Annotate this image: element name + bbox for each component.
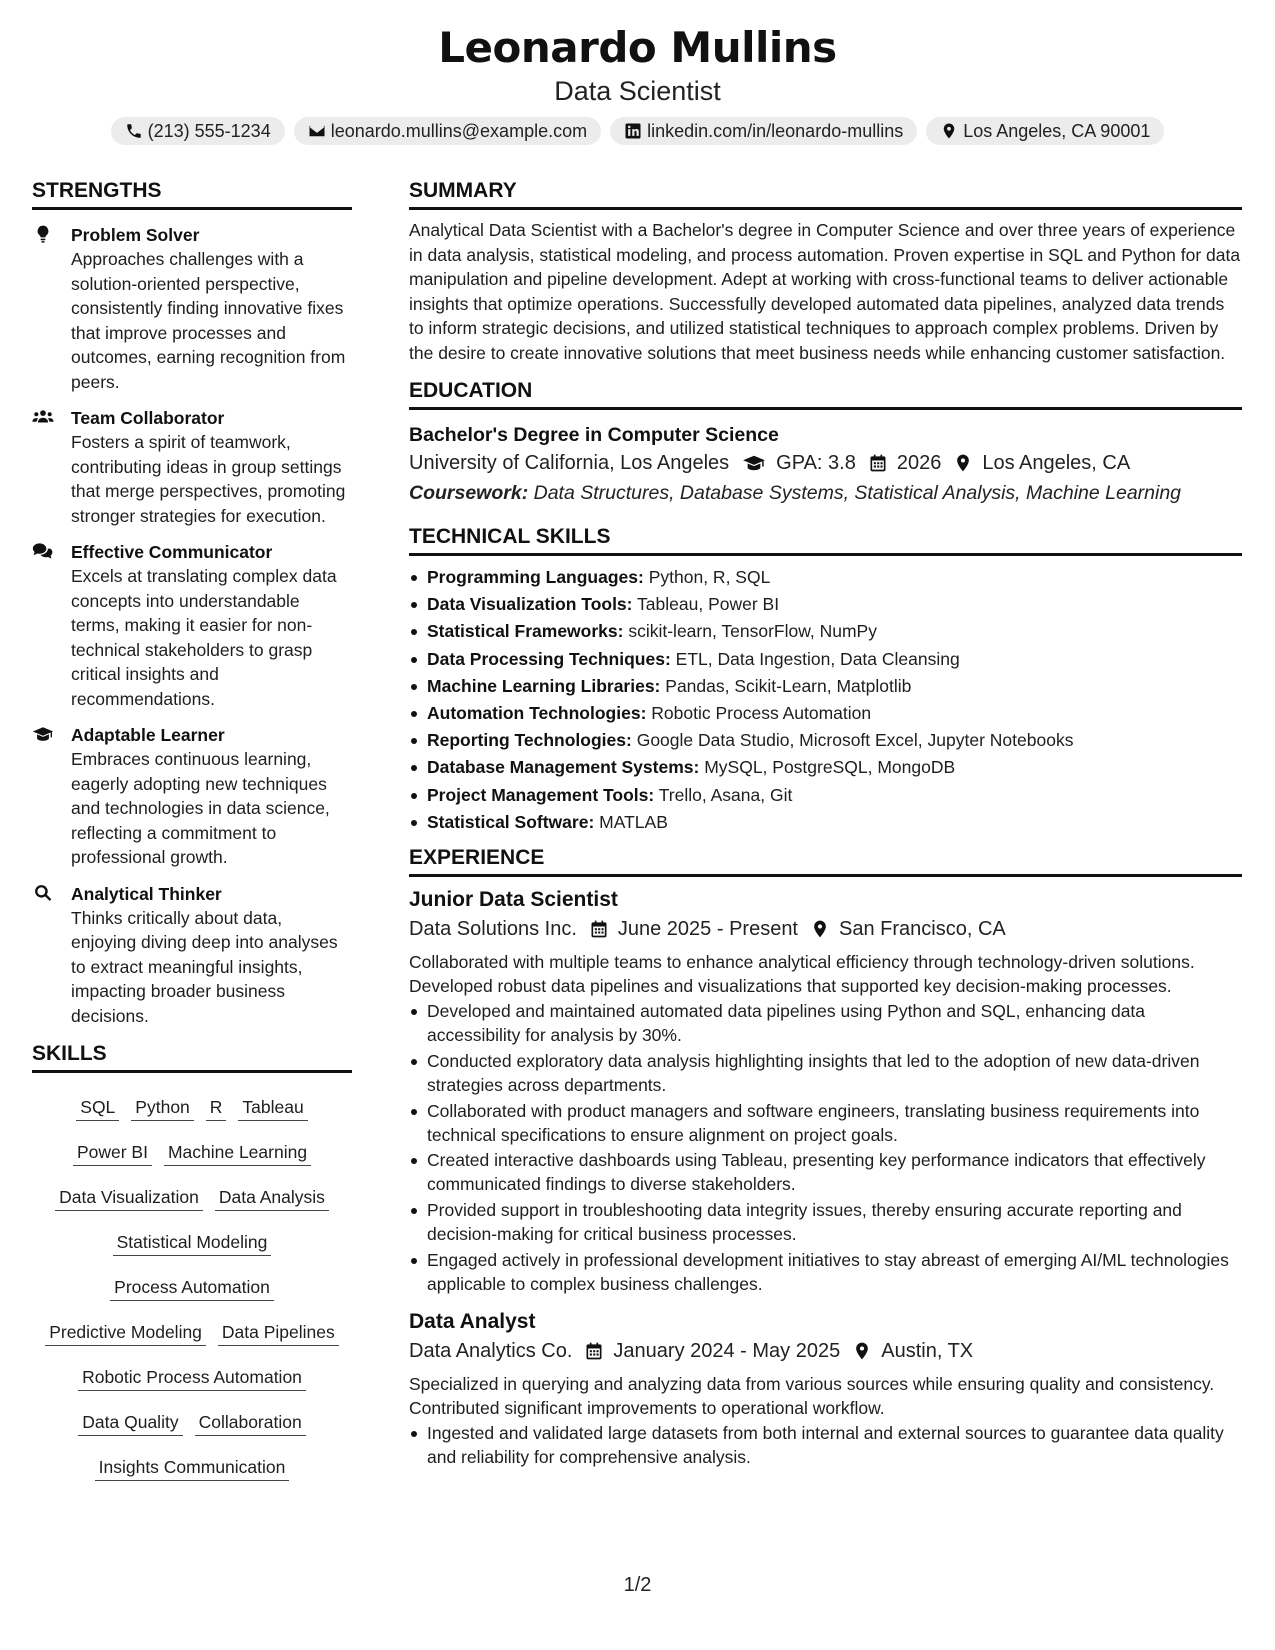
- education-meta: [409, 448, 1242, 478]
- contact-linkedin-text: linkedin.com/in/leonardo-mullins: [647, 120, 904, 141]
- job-title: Junior Data Scientist: [409, 888, 618, 912]
- list-item: [409, 564, 1242, 591]
- skill-category: Programming Languages:: [427, 567, 644, 587]
- coursework-label: Coursework:: [409, 482, 529, 504]
- skills-row: [32, 1265, 352, 1310]
- users-icon: [32, 407, 56, 427]
- job-dates: June 2025 - Present: [617, 918, 798, 941]
- strength-title: Adaptable Learner: [71, 725, 225, 745]
- contact-email: [294, 117, 601, 145]
- skills-heading: SKILLS: [32, 1041, 352, 1073]
- strength-item: [32, 882, 352, 1029]
- skill-tag: Python: [131, 1095, 193, 1121]
- strengths-list: [32, 223, 352, 1028]
- coursework-list: Data Structures, Database Systems, Statistical Analysis, Machine Learning: [533, 482, 1182, 504]
- list-item: Provided support in troubleshooting data integrity issues, thereby ensuring accurate reporting and decision-making for critical business processes.: [409, 1198, 1242, 1246]
- strength-item: [32, 223, 352, 394]
- skill-category: Automation Technologies:: [427, 703, 647, 724]
- job-title: Data Analyst: [409, 1310, 536, 1334]
- technical-skills-list: [409, 564, 1242, 836]
- strength-title: Effective Communicator: [71, 542, 273, 562]
- job-description: Collaborated with multiple teams to enhance analytical efficiency through technology-driven solutions. Developed robust data pipelines and visualizations that supported key decision-making processes.: [409, 952, 1195, 997]
- skill-values: Pandas, Scikit-Learn, Matplotlib: [665, 675, 912, 696]
- experience-section: [409, 845, 1242, 1469]
- skill-tag: Collaboration: [195, 1410, 306, 1436]
- strength-item: [32, 723, 352, 870]
- skill-tag: Insights Communication: [95, 1455, 290, 1481]
- list-item: [409, 591, 1242, 618]
- skill-values: Robotic Process Automation: [651, 703, 872, 724]
- contact-phone-text: (213) 555-1234: [147, 120, 271, 141]
- skill-category: Database Management Systems:: [427, 757, 700, 778]
- technical-skills-heading: TECHNICAL SKILLS: [409, 524, 1242, 556]
- strength-title: Analytical Thinker: [71, 883, 222, 904]
- left-column: [32, 178, 352, 1490]
- skill-values: MATLAB: [599, 811, 668, 832]
- right-column: [409, 178, 1242, 1471]
- list-item: [409, 618, 1242, 645]
- list-item: Developed and maintained automated data pipelines using Python and SQL, enhancing data accessibility for analysis by 30%.: [409, 999, 1242, 1047]
- skills-row: [32, 1400, 352, 1445]
- summary-text: Analytical Data Scientist with a Bachelor's degree in Computer Science and over three years of experience in data analysis, statistical modeling, and process automation. Proven expertise in SQL and Python for data manipulation and pipeline development. Adept at working with cross-functional teams to deliver actionable insights that optimize operations. Successfully developed automated data pipelines, analyzed data trends to inform strategic decisions, and utilized statistical techniques to approach complex problems. Driven by the desire to create innovative solutions that meet business needs while enhancing customer satisfaction.: [409, 220, 1241, 363]
- map-pin-icon: [953, 453, 973, 473]
- skill-tag: Machine Learning: [164, 1140, 311, 1166]
- experience-heading: EXPERIENCE: [409, 845, 1242, 877]
- list-item: [409, 673, 1242, 700]
- list-item: [409, 727, 1242, 754]
- skill-values: Python, R, SQL: [648, 567, 771, 587]
- summary-heading: SUMMARY: [409, 178, 1242, 210]
- strength-item: [32, 406, 352, 528]
- contact-location: [926, 117, 1164, 145]
- contact-phone: [111, 117, 285, 145]
- magnifier-icon: [32, 883, 56, 903]
- skill-category: Statistical Software:: [427, 811, 595, 832]
- list-item: Engaged actively in professional development initiatives to stay abreast of emerging AI/ML technologies applicable to complex business challenges.: [409, 1248, 1242, 1296]
- skill-category: Data Processing Techniques:: [427, 648, 671, 669]
- coursework-line: [409, 478, 1242, 508]
- list-item: [409, 809, 1242, 836]
- education-heading: EDUCATION: [409, 378, 1242, 410]
- skill-tag: Predictive Modeling: [45, 1320, 206, 1346]
- contact-location-text: Los Angeles, CA 90001: [963, 120, 1151, 141]
- skill-tag: Power BI: [73, 1140, 152, 1166]
- skill-tag: Data Analysis: [215, 1185, 329, 1211]
- skill-tag: Robotic Process Automation: [78, 1365, 306, 1391]
- skill-category: Machine Learning Libraries:: [427, 675, 661, 696]
- strengths-heading: STRENGTHS: [32, 178, 352, 210]
- list-item: Ingested and validated large datasets from both internal and external sources to guarantee data quality and reliability for comprehensive analysis.: [409, 1421, 1242, 1469]
- skill-tag: R: [206, 1095, 227, 1121]
- technical-skills-section: [409, 524, 1242, 836]
- candidate-name: Leonardo Mullins: [438, 23, 837, 72]
- list-item: [409, 646, 1242, 673]
- page-number: 1/2: [623, 1574, 652, 1596]
- contact-bar: [0, 117, 1275, 145]
- skill-tag: Data Visualization: [55, 1185, 203, 1211]
- skill-category: Statistical Frameworks:: [427, 621, 624, 642]
- skills-row: [32, 1355, 352, 1400]
- skill-values: Google Data Studio, Microsoft Excel, Jupyter Notebooks: [636, 730, 1074, 751]
- job-bullets: [409, 999, 1242, 1296]
- skills-row: [32, 1220, 352, 1265]
- job-entry: [409, 886, 1242, 1296]
- calendar-icon: [589, 919, 609, 939]
- company-name: Data Analytics Co.: [409, 1340, 573, 1363]
- contact-linkedin: [610, 117, 917, 145]
- calendar-icon: [868, 453, 888, 473]
- skill-values: Trello, Asana, Git: [658, 784, 793, 805]
- skill-tag: Tableau: [238, 1095, 307, 1121]
- map-pin-icon: [940, 122, 958, 140]
- company-name: Data Solutions Inc.: [409, 918, 577, 941]
- job-location: Austin, TX: [881, 1340, 974, 1363]
- resume-header: [0, 22, 1275, 145]
- list-item: [409, 700, 1242, 727]
- strength-item: [32, 540, 352, 711]
- list-item: [409, 782, 1242, 809]
- skill-values: Tableau, Power BI: [637, 594, 780, 615]
- gpa: GPA: 3.8: [776, 452, 856, 474]
- strength-desc: Thinks critically about data, enjoying diving deep into analyses to extract meaningful insights, impacting broader business decisions.: [71, 907, 338, 1026]
- skill-category: Data Visualization Tools:: [427, 594, 633, 615]
- skills-section: [32, 1041, 352, 1490]
- skill-values: scikit-learn, TensorFlow, NumPy: [628, 621, 877, 642]
- skill-values: MySQL, PostgreSQL, MongoDB: [704, 757, 956, 778]
- graduation-cap-icon: [32, 724, 56, 744]
- strength-desc: Fosters a spirit of teamwork, contributing ideas in group settings that merge perspectives, promoting stronger strategies for execution.: [71, 432, 346, 526]
- list-item: [409, 754, 1242, 781]
- skill-tag: Process Automation: [110, 1275, 274, 1301]
- candidate-role: Data Scientist: [554, 76, 721, 106]
- skills-row: [32, 1175, 352, 1220]
- skill-tag: SQL: [76, 1095, 119, 1121]
- skills-row: [32, 1130, 352, 1175]
- skills-row: [32, 1310, 352, 1355]
- linkedin-icon: [624, 122, 642, 140]
- skill-values: ETL, Data Ingestion, Data Cleansing: [675, 648, 960, 669]
- contact-email-text: leonardo.mullins@example.com: [330, 120, 588, 141]
- calendar-icon: [584, 1341, 604, 1361]
- skill-category: Reporting Technologies:: [427, 730, 632, 751]
- job-description: Specialized in querying and analyzing data from various sources while ensuring quality and consistency. Contributed significant improvements to operational workflow.: [409, 1374, 1215, 1419]
- school-name: University of California, Los Angeles: [409, 452, 730, 474]
- list-item: Collaborated with product managers and software engineers, translating business requirements into technical specifications to ensure alignment on project goals.: [409, 1099, 1242, 1147]
- strength-title: Problem Solver: [71, 225, 200, 245]
- job-meta: [409, 914, 1242, 944]
- list-item: Conducted exploratory data analysis highlighting insights that led to the adoption of new data-driven strategies across departments.: [409, 1049, 1242, 1097]
- skill-tag: Statistical Modeling: [113, 1230, 272, 1256]
- graduation-year: 2026: [896, 452, 942, 474]
- list-item: Created interactive dashboards using Tableau, presenting key performance indicators that effectively communicated findings to diverse stakeholders.: [409, 1148, 1242, 1196]
- skill-category: Project Management Tools:: [427, 784, 655, 805]
- map-pin-icon: [852, 1341, 872, 1361]
- graduation-cap-icon: [741, 453, 767, 473]
- chat-bubbles-icon: [32, 541, 56, 561]
- strength-desc: Embraces continuous learning, eagerly adopting new techniques and technologies in data science, reflecting a commitment to professional growth.: [71, 749, 330, 867]
- strength-desc: Excels at translating complex data concepts into understandable terms, making it easier for non-technical stakeholders to grasp critical insights and recommendations.: [71, 566, 337, 709]
- degree-title: Bachelor's Degree in Computer Science: [409, 424, 779, 446]
- job-dates: January 2024 - May 2025: [613, 1340, 841, 1363]
- skills-tags: [32, 1085, 352, 1490]
- education-section: [409, 378, 1242, 508]
- school-location: Los Angeles, CA: [982, 452, 1131, 474]
- strength-desc: Approaches challenges with a solution-oriented perspective, consistently finding innovative fixes that improve processes and outcomes, earning recognition from peers.: [71, 249, 346, 392]
- map-pin-icon: [810, 919, 830, 939]
- skills-row: [32, 1445, 352, 1490]
- lightbulb-icon: [32, 224, 56, 244]
- job-location: San Francisco, CA: [839, 918, 1006, 941]
- skill-tag: Data Quality: [78, 1410, 182, 1436]
- job-meta: [409, 1336, 1242, 1366]
- envelope-icon: [308, 122, 326, 140]
- skill-tag: Data Pipelines: [218, 1320, 339, 1346]
- job-bullets: [409, 1421, 1242, 1469]
- job-entry: [409, 1308, 1242, 1469]
- skills-row: [32, 1085, 352, 1130]
- strength-title: Team Collaborator: [71, 408, 225, 428]
- phone-icon: [125, 122, 143, 140]
